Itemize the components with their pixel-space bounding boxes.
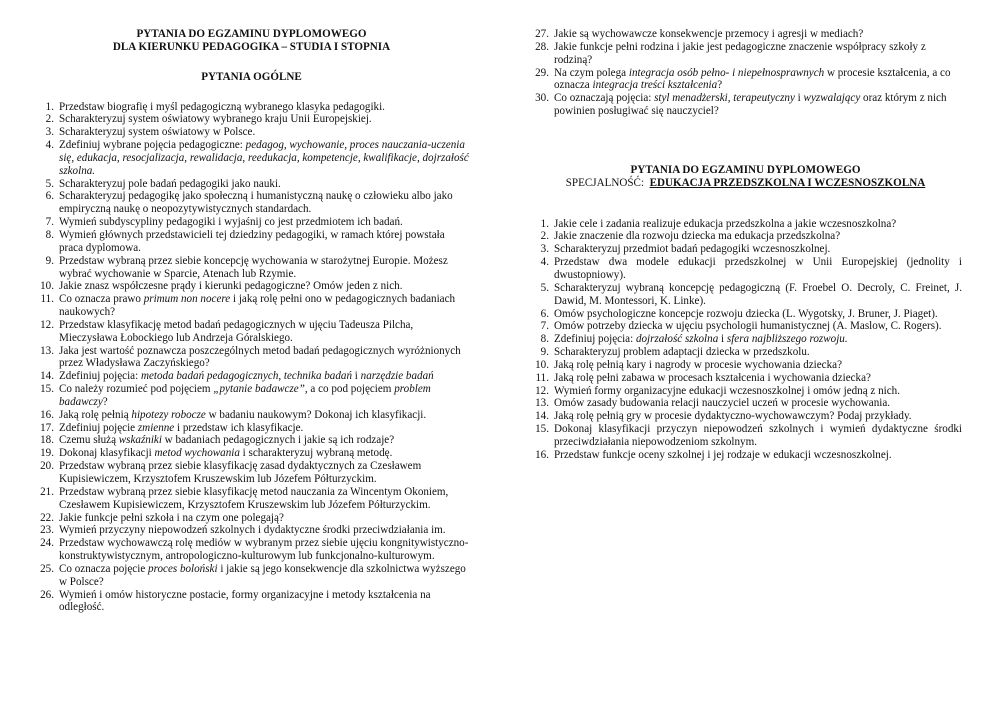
question-text-segment: Co oznaczają pojęcia: [554,92,655,105]
question-text [554,385,962,398]
question-text-segment: Wymień i omów historyczne postacie, formy organizacyjne i metody kształcenia na odległość. [59,588,431,614]
question-number: 8 . [34,229,54,242]
question-text-segment: Co należy rozumieć pod pojęciem [59,383,214,396]
question-text [59,190,453,215]
question-number: 3 . [34,126,54,139]
exam-title: PYTANIA DO EGZAMINU DYPLOMOWEGO [136,28,367,40]
question-text-segment: Przedstaw wychowawczą rolę mediów w wybranym przez siebie ujęciu kongnitywistyczno-konstruktywistycznym, antropologiczno-kulturowym lub funkcjonalno-kulturowym. [59,537,469,563]
question-text-segment: Jaką rolę pełnią gry w procesie dydaktyczno-wychowawczym? Podaj przykłady. [554,410,912,423]
specialty-question-item [529,385,962,398]
question-text-segment: i [352,370,361,383]
question-text-segment: Omów zasady budowania relacji nauczyciel uczeń w procesie wychowania. [554,397,891,410]
general-questions-list [34,101,469,615]
general-question-item [34,486,469,512]
question-text [59,216,403,228]
question-number: 4 . [34,139,54,152]
question-number: 6 . [529,308,549,321]
question-number: 2 . [529,230,549,243]
question-text [59,409,426,421]
general-question-item [34,512,469,525]
question-text-segment: Jaką rolę pełnią [59,408,132,421]
question-number: 25 . [34,563,54,576]
question-number: 1 . [34,101,54,114]
question-number: 9 . [529,346,549,359]
question-text [554,92,947,117]
question-text [59,460,421,485]
specialty-heading [529,177,962,190]
question-text [59,101,385,113]
general-question-item [529,41,962,67]
question-text-segment: Jaką rolę pełnią kary i nagrody w procesie wychowania dziecka? [554,358,843,371]
question-text-segment: Dokonaj klasyfikacji [59,447,155,460]
question-text [59,537,468,562]
question-number: 3 . [529,243,549,256]
general-question-item [34,409,469,422]
general-questions-continued-list [529,28,962,118]
question-text-segment: w procesie kształcenia, a co oznacza [554,66,951,92]
question-text-segment: Scharakteryzuj pedagogikę jako społeczną i humanistyczną naukę o człowieku albo jako empiryczną naukę o neopozytywistycznych standardach. [59,190,453,216]
question-number: 8 . [529,333,549,346]
question-text-segment: Wymień głównych przedstawicieli tej dziedziny pedagogiki, w ramach której powstała praca dyplomowa. [59,228,445,254]
question-number: 7 . [529,320,549,333]
question-term: proces boloński [148,562,218,575]
general-question-item [34,537,469,563]
general-question-item [34,460,469,486]
question-text-segment: a co pod pojęciem [307,383,395,396]
general-question-item [529,67,962,93]
general-question-item [529,92,962,118]
question-text [59,486,448,511]
question-term: metoda badań pedagogicznych, technika badań [140,370,352,383]
question-text-segment: Przedstaw dwa modele edukacji przedszkolnej w Unii Europejskiej (jednolity i dwustopniowy). [554,256,962,281]
question-text-segment: Scharakteryzuj system oświatowy w Polsce. [59,126,256,139]
specialty-question-item [529,243,962,256]
general-question-item [34,126,469,139]
specialty-question-item [529,218,962,231]
question-number: 6 . [34,190,54,203]
question-number: 11 . [529,372,549,385]
question-term: sfera najbliższego rozwoju. [726,333,848,346]
specialty-question-item [529,333,962,346]
question-number: 24 . [34,537,54,550]
question-text-segment: Scharakteryzuj pole badań pedagogiki jako nauki. [59,177,281,190]
question-term: pedagog, wychowanie, proces nauczania-uczenia się, edukacja, resocjalizacja, rewalidacja, reedukacja, kompetencje, kwalifikacje, dojrzałość szkolna. [59,139,469,177]
question-number: 26 . [34,589,54,602]
question-number: 12 . [529,385,549,398]
question-number: 1 . [529,218,549,231]
question-text [554,230,962,243]
question-number: 16 . [34,409,54,422]
specialty-label: SPECJALNOŚĆ: [565,176,645,189]
general-question-item [34,434,469,447]
question-text-segment: Jakie są wychowawcze konsekwencje przemocy i agresji w mediach? [554,28,864,40]
general-question-item [34,524,469,537]
specialty-question-item [529,346,962,359]
question-term: styl menadżerski, terapeutyczny [654,92,795,105]
question-number: 15 . [34,383,54,396]
question-text [59,370,434,382]
general-question-item [34,216,469,229]
question-text [59,589,431,614]
question-number: 29 . [529,67,549,80]
question-text-segment: Zdefiniuj pojęcie [59,421,138,434]
question-text-segment: Jakie cele i zadania realizuje edukacja przedszkolna a jakie wczesnoszkolna? [554,217,897,230]
question-text-segment: i scharakteryzuj wybraną metodę. [239,447,393,460]
question-text-segment: Zdefiniuj pojęcia: [59,370,141,383]
question-text [554,28,863,40]
question-text [59,434,394,446]
question-text [59,383,431,408]
general-question-item [34,255,469,281]
question-number: 14 . [529,410,549,423]
question-text [554,397,962,410]
question-number: 27 . [529,28,549,41]
question-text-segment: Scharakteryzuj system oświatowy wybranego kraju Unii Europejskiej. [59,113,372,126]
specialty-question-item [529,449,962,462]
question-text-segment: Jaką rolę pełni zabawa w procesach kształcenia i wychowania dziecka? [554,371,871,384]
question-text-segment: Zdefiniuj wybrane pojęcia pedagogiczne: [59,139,246,152]
general-question-item [34,139,469,178]
left-column [34,0,469,614]
question-number: 17 . [34,422,54,435]
general-question-item [34,589,469,615]
general-question-item [34,293,469,319]
question-number: 5 . [34,178,54,191]
general-question-item [34,563,469,589]
specialty-question-item [529,423,962,449]
question-text [59,126,255,138]
question-text-segment: Przedstaw klasyfikację metod badań pedagogicznych w ujęciu Tadeusza Pilcha, Mieczysława Łobockiego lub Andrzeja Góralskiego. [59,318,414,344]
question-text-segment: Przedstaw wybraną przez siebie koncepcję wychowania w starożytnej Europie. Możesz wybrać wychowanie w Sparcie, Atenach lub Rzymie. [59,254,448,280]
question-text-segment: Scharakteryzuj przedmiot badań pedagogiki wczesnoszkolnej. [554,243,831,256]
general-question-item [34,190,469,216]
specialty-question-item [529,282,962,308]
specialty-question-item [529,320,962,333]
question-text [554,308,962,321]
question-text [554,410,962,423]
question-text-segment: w badaniach pedagogicznych i jakie są ich rodzaje? [161,434,395,447]
question-number: 19 . [34,447,54,460]
question-text [554,41,926,66]
question-text-segment: Jakie funkcje pełni szkoła i na czym one polegają? [59,511,284,524]
question-text [554,256,962,282]
question-text-segment: Jakie funkcje pełni rodzina i jakie jest pedagogiczne znaczenie współpracy szkoły z rodziną? [554,40,926,66]
question-text-segment: oraz którym z nich powinien posługiwać się nauczyciel? [554,92,947,118]
specialty-question-item [529,230,962,243]
question-number: 13 . [34,345,54,358]
question-text-segment: Przedstaw funkcje oceny szkolnej i jej rodzaje w edukacji wczesnoszkolnej. [554,448,892,461]
question-text [554,282,962,308]
question-text [59,319,413,344]
question-text [554,423,962,449]
question-term: dojrzałość szkolna [635,333,719,346]
general-question-item [34,178,469,191]
question-number: 18 . [34,434,54,447]
question-number: 23 . [34,524,54,537]
question-text-segment: Jakie znasz współczesne prądy i kierunki pedagogiczne? Omów jeden z nich. [59,280,403,293]
specialty-exam-title: PYTANIA DO EGZAMINU DYPLOMOWEGO [630,163,861,176]
question-number: 22 . [34,512,54,525]
question-text [554,243,962,256]
question-text-segment: Co oznacza prawo [59,293,144,306]
specialty-question-item [529,397,962,410]
question-text-segment: ? [717,79,723,92]
specialty-question-item [529,256,962,282]
general-question-item [34,113,469,126]
question-text [59,345,461,370]
question-number: 30 . [529,92,549,105]
question-text-segment: Wymień przyczyny niepowodzeń szkolnych i dydaktyczne środki przeciwdziałania im. [59,524,446,537]
question-text-segment: Omów psychologiczne koncepcje rozwoju dziecka (L. Wygotsky, J. Bruner, J. Piaget). [554,307,938,320]
question-number: 21 . [34,486,54,499]
question-text [59,280,402,292]
question-text [59,422,303,434]
general-question-item [34,370,469,383]
question-text [554,449,962,462]
question-term: wskaźniki [118,434,162,447]
question-number: 7 . [34,216,54,229]
question-number: 9 . [34,255,54,268]
question-term: narzędzie badań [360,370,434,383]
question-text-segment: i jaką rolę pełni ono w pedagogicznych badaniach naukowych? [59,293,456,319]
general-question-item [34,422,469,435]
question-text [59,178,281,190]
question-text-segment: Jakie znaczenie dla rozwoju dziecka ma edukacja przedszkolna? [554,230,841,243]
question-number: 12 . [34,319,54,332]
question-text [59,563,466,588]
question-number: 20 . [34,460,54,473]
question-term: zmienne [137,421,175,434]
question-term: integracja treści kształcenia [592,79,718,92]
question-text-segment: Scharakteryzuj wybraną koncepcję pedagogiczną (F. Froebel O. Decroly, C. Freinet, J. Dawid, M. Montessori, K. Linke). [554,281,962,307]
question-text-segment: Dokonaj klasyfikacji przyczyn niepowodzeń szkolnych i wymień dydaktyczne środki przeciwdziałania niepowodzeniom szkolnym. [554,423,962,448]
question-term: problem badawczy [59,383,431,408]
question-text-segment: ? [102,395,108,408]
question-text-segment: Scharakteryzuj problem adaptacji dziecka w przedszkolu. [554,346,810,359]
question-text [59,229,445,254]
general-question-item [34,319,469,345]
question-text-segment: Wymień formy organizacyjne edukacji wczesnoszkolnej i omów jedną z nich. [554,384,900,397]
question-text-segment: w badaniu naukowym? Dokonaj ich klasyfikacji. [205,408,427,421]
specialty-question-item [529,308,962,321]
question-text-segment: Co oznacza pojęcie [59,562,149,575]
question-text [554,372,962,385]
general-question-item [34,383,469,409]
question-text [59,113,372,125]
question-text-segment: Jaka jest wartość poznawcza poszczególnych metod badań pedagogicznych wyróżnionych przez Władysława Zaczyńskiego? [59,344,461,370]
question-text-segment: i [794,92,804,105]
question-number: 15 . [529,423,549,436]
question-number: 10 . [529,359,549,372]
question-text [59,293,455,318]
question-term: „pytanie badawcze”, [213,383,308,396]
section-title-general: PYTANIA OGÓLNE [201,70,302,83]
question-number: 10 . [34,280,54,293]
question-number: 2 . [34,113,54,126]
question-term: hipotezy robocze [131,408,206,421]
question-text [554,320,962,333]
question-term: metod wychowania [154,447,240,460]
question-number: 5 . [529,282,549,295]
question-number: 13 . [529,397,549,410]
specialty-question-item [529,359,962,372]
question-text [59,524,446,536]
question-text-segment: Przedstaw wybraną przez siebie klasyfikację metod nauczania za Wincentym Okoniem, Czesławem Kupisiewiczem, Krzysztofem Kruszewskim lub Józefem Półturzyckim. [59,485,449,511]
question-text-segment: Omów potrzeby dziecka w ujęciu psychologii humanistycznej (A. Maslow, C. Rogers). [554,320,942,333]
question-text [554,67,951,92]
question-text-segment: Przedstaw wybraną przez siebie klasyfikację zasad dydaktycznych za Czesławem Kupisiewiczem, Krzysztofem Kruszewskim lub Józefem Półturzyckim. [59,460,422,485]
right-column [529,0,962,462]
question-text [59,255,448,280]
specialty-questions-list [529,218,962,462]
question-text [59,139,469,177]
question-text-segment: Przedstaw biografię i myśl pedagogiczną wybranego klasyka pedagogiki. [59,100,385,113]
question-text [59,447,392,459]
question-term: wyzwalający [803,92,861,105]
question-text-segment: Na czym polega [554,66,629,79]
general-question-item [34,447,469,460]
exam-subtitle: DLA KIERUNKU PEDAGOGIKA – STUDIA I STOPNIA [112,40,391,53]
general-question-item [529,28,962,41]
question-number: 4 . [529,256,549,269]
question-text [554,333,962,346]
question-number: 11 . [34,293,54,306]
question-text [554,359,962,372]
general-question-item [34,345,469,371]
question-text-segment: i przedstaw ich klasyfikacje. [174,421,304,434]
question-text [59,512,284,524]
general-question-item [34,229,469,255]
general-question-item [34,280,469,293]
general-question-item [34,101,469,114]
question-text-segment: Zdefiniuj pojęcia: [554,333,636,346]
question-number: 28 . [529,41,549,54]
question-text-segment: Wymień subdyscypliny pedagogiki i wyjaśnij co jest przedmiotem ich badań. [59,216,403,229]
question-number: 16 . [529,449,549,462]
question-text-segment: i [718,333,727,346]
question-number: 14 . [34,370,54,383]
question-text [554,218,962,231]
specialty-name: EDUKACJA PRZEDSZKOLNA I WCZESNOSZKOLNA [649,176,926,189]
question-text [554,346,962,359]
question-term: primum non nocere [143,293,231,306]
specialty-question-item [529,410,962,423]
question-text-segment: i jakie są jego konsekwencje dla szkolnictwa wyższego w Polsce? [59,562,466,588]
question-text-segment: Czemu służą [59,434,119,447]
question-term: integracja osób pełno- i niepełnosprawnych [628,66,825,79]
specialty-question-item [529,372,962,385]
